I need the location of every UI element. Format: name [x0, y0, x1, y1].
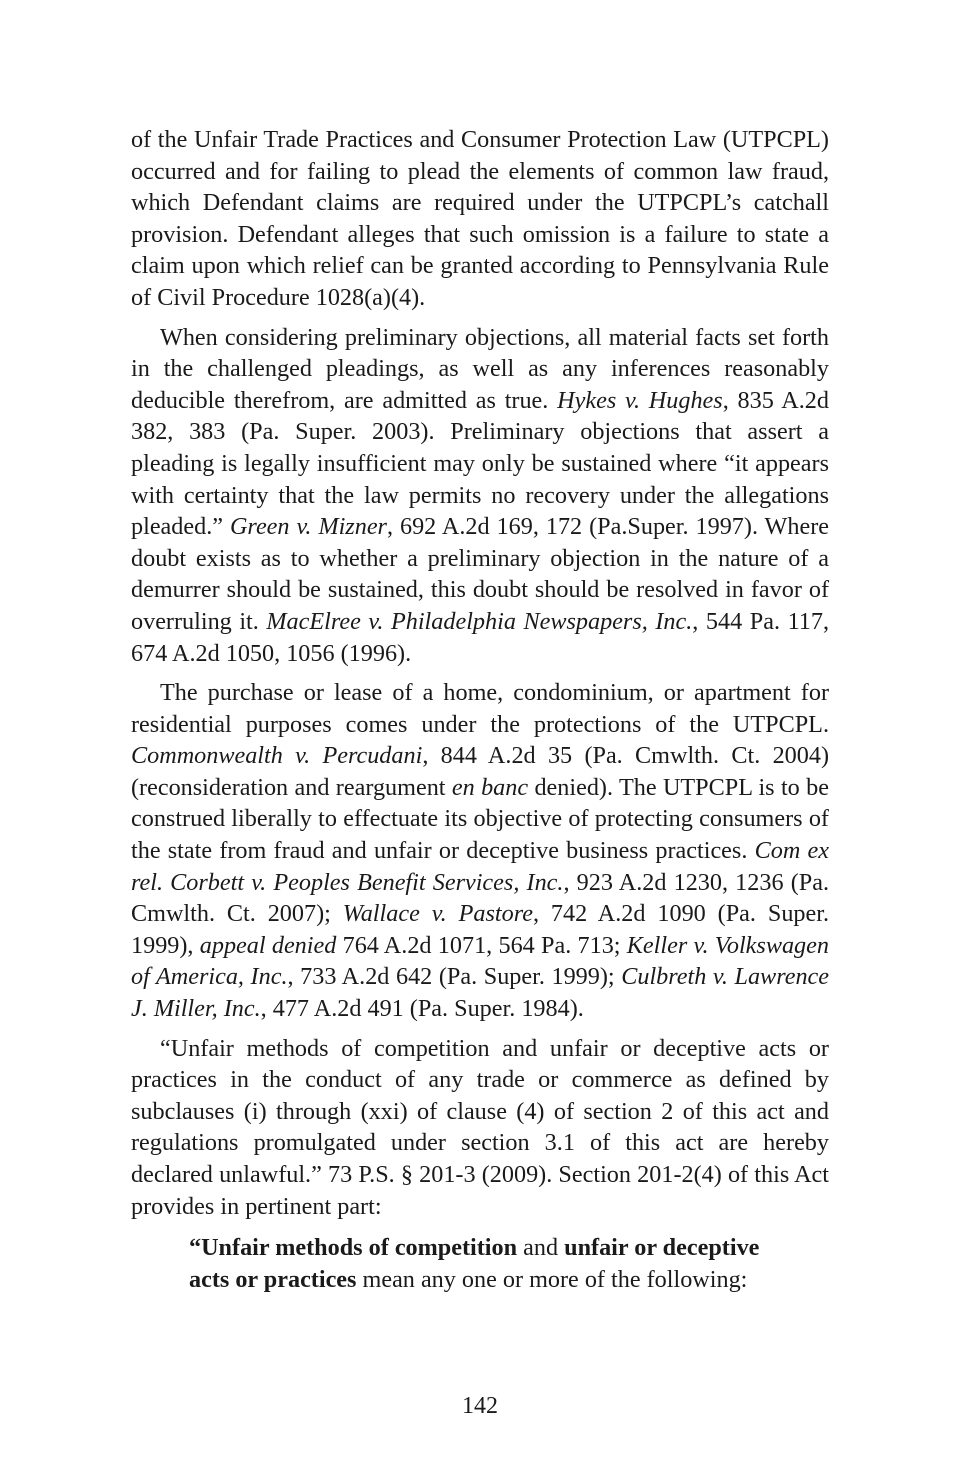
case-citation: Wallace v. Pastore: [342, 900, 533, 928]
paragraph-3-text-4: , 923 A.2d 1230, 1236 (Pa. Cmwlth. Ct. 2007);: [131, 868, 829, 928]
paragraph-4-text: “Unfair methods of competition and unfair or deceptive acts or practices in the conduct of any trade or commerce as defined by subclauses (i) through (xxi) of clause (4) of section 2 of this act and regulations promulgated under section 3.1 of this act are hereby declared unlawful.” 73 P.S. § 201-3 (2009). Section 201-2(4) of this Act provides in pertinent part:: [131, 1034, 829, 1220]
blockquote-text-1: and: [517, 1234, 565, 1262]
paragraph-3-text-2: , 844 A.2d 35 (Pa. Cmwlth. Ct. 2004) (reconsideration and reargument: [131, 742, 829, 801]
case-citation: Com ex rel. Corbett v. Peoples Benefit Services, Inc.: [131, 837, 829, 896]
paragraph-3-text-5: , 742 A.2d 1090 (Pa. Super. 1999),: [131, 900, 830, 959]
paragraph-2-text-4: , 544 Pa. 117, 674 A.2d 1050, 1056 (1996).: [131, 607, 829, 667]
case-citation: Green v. Mizner: [229, 513, 387, 541]
page-number: 142: [462, 1393, 498, 1419]
page-body: [131, 124, 829, 1295]
paragraph-2: [131, 322, 829, 670]
latin-phrase: en banc: [451, 773, 529, 801]
case-citation: Keller v. Volkswagen of America, Inc.: [131, 931, 829, 991]
paragraph-2-text-2: , 835 A.2d 382, 383 (Pa. Super. 2003). Preliminary objections that assert a pleading is legally insufficient may only be sustained where “it appears with certainty that the law permits no recovery under the allegations pleaded.”: [131, 386, 829, 541]
blockquote-text-2: mean any one or more of the following:: [356, 1265, 748, 1293]
paragraph-1-text: of the Unfair Trade Practices and Consumer Protection Law (UTPCPL) occurred and for failing to plead the elements of common law fraud, which Defendant claims are required under the UTPCPL’s catchall provision. Defendant alleges that such omission is a failure to state a claim upon which relief can be granted according to Pennsylvania Rule of Civil Procedure 1028(a)(4).: [131, 126, 829, 311]
case-citation: Culbreth v. Lawrence J. Miller, Inc.: [131, 963, 830, 1023]
paragraph-2-text-3: , 692 A.2d 169, 172 (Pa.Super. 1997). Where doubt exists as to whether a preliminary objection in the nature of a demurrer should be sustained, this doubt should be resolved in favor of overruling it.: [131, 513, 829, 635]
procedural-note: appeal denied: [199, 931, 337, 959]
paragraph-4: [131, 1033, 829, 1223]
paragraph-3: [131, 677, 829, 1025]
defined-term: unfair or deceptive acts or practices: [189, 1234, 760, 1293]
defined-term: “Unfair methods of competition: [189, 1234, 518, 1262]
case-citation: MacElree v. Philadelphia Newspapers, Inc.: [266, 607, 693, 635]
paragraph-3-text-1: The purchase or lease of a home, condominium, or apartment for residential purposes comes under the protections of the UTPCPL.: [131, 679, 829, 738]
case-citation: Commonwealth v. Percudani: [131, 742, 423, 770]
statute-blockquote: [189, 1232, 773, 1295]
paragraph-3-text-6: 764 A.2d 1071, 564 Pa. 713;: [336, 931, 627, 959]
paragraph-3-text-8: , 477 A.2d 491 (Pa. Super. 1984).: [260, 995, 584, 1023]
paragraph-2-text-1: When considering preliminary objections, all material facts set forth in the challenged pleadings, as well as any inferences reasonably deducible therefrom, are admitted as true.: [131, 323, 829, 414]
paragraph-1: [131, 124, 829, 314]
paragraph-3-text-7: , 733 A.2d 642 (Pa. Super. 1999);: [287, 963, 622, 991]
paragraph-3-text-3: denied). The UTPCPL is to be construed liberally to effectuate its objective of protecting consumers of the state from fraud and unfair or deceptive business practices.: [131, 773, 829, 865]
case-citation: Hykes v. Hughes: [557, 386, 723, 414]
